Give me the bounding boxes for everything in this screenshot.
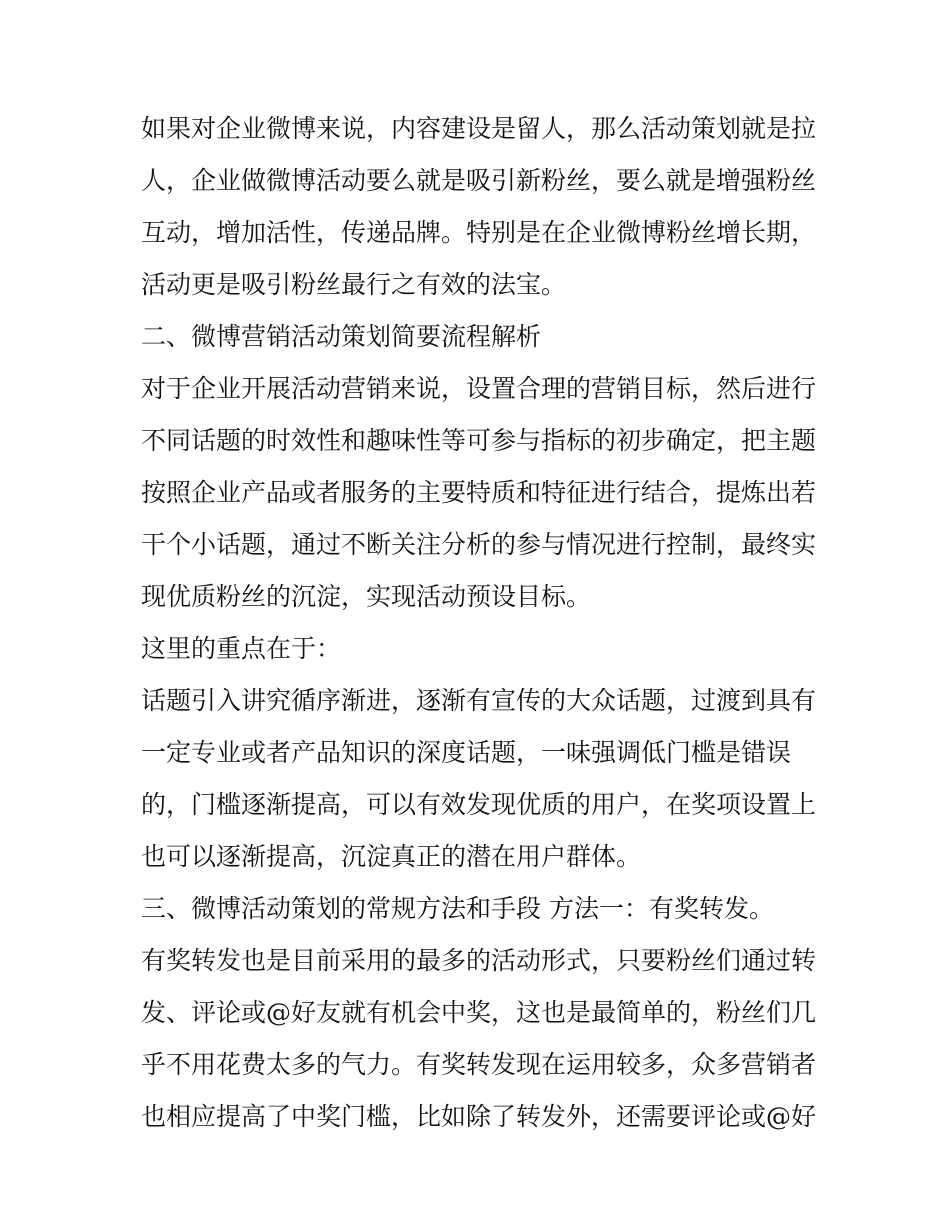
text-line: 不同话题的时效性和趣味性等可参与指标的初步确定，把主题 [141,426,817,455]
text-line: 的，门槛逐渐提高，可以有效发现优质的用户，在奖项设置上 [141,790,817,819]
text-line: 乎不用花费太多的气力。有奖转发现在运用较多，众多营销者 [141,1050,817,1079]
text-line: 发、评论或@好友就有机会中奖，这也是最简单的，粉丝们几 [141,998,817,1027]
text-line: 按照企业产品或者服务的主要特质和特征进行结合，提炼出若 [141,478,817,507]
section-heading: 二、微博营销活动策划简要流程解析 [141,322,542,351]
text-line: 人，企业做微博活动要么就是吸引新粉丝，要么就是增强粉丝 [141,166,817,195]
text-line: 也相应提高了中奖门槛，比如除了转发外，还需要评论或@好 [141,1102,817,1131]
text-line: 有奖转发也是目前采用的最多的活动形式，只要粉丝们通过转 [141,946,817,975]
section-heading: 三、微博活动策划的常规方法和手段 方法一：有奖转发。 [141,894,774,923]
text-line: 对于企业开展活动营销来说，设置合理的营销目标，然后进行 [141,374,817,403]
text-line: 也可以逐渐提高，沉淀真正的潜在用户群体。 [141,842,642,871]
text-line: 如果对企业微博来说，内容建设是留人，那么活动策划就是拉 [141,114,817,143]
text-line: 互动，增加活性，传递品牌。特别是在企业微博粉丝增长期， [141,218,817,247]
text-line: 活动更是吸引粉丝最行之有效的法宝。 [141,270,567,299]
text-line: 干个小话题，通过不断关注分析的参与情况进行控制，最终实 [141,530,817,559]
text-line: 话题引入讲究循序渐进，逐渐有宣传的大众话题，过渡到具有 [141,686,817,715]
text-line: 现优质粉丝的沉淀，实现活动预设目标。 [141,582,592,611]
text-line: 这里的重点在于： [141,634,342,663]
text-line: 一定专业或者产品知识的深度话题，一味强调低门槛是错误 [141,738,792,767]
